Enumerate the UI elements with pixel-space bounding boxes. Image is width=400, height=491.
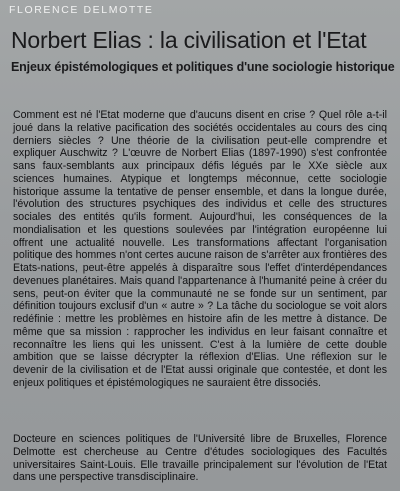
book-subtitle: Enjeux épistémologiques et politiques d'une sociologie historique	[11, 60, 395, 74]
summary-paragraph: Comment est né l'Etat moderne que d'aucuns disent en crise ? Quel rôle a-t-il joué dans la relative pacification des sociétés occidentales au cours des cinq derniers siècles ? Une théorie de la civilisation peut-elle comprendre et expliquer Auschwitz ? L'œuvre de Norbert Elias (1897-1990) s'est confrontée sans faux-semblants aux principaux défis légués par le XXe siècle aux sciences humaines. Atypique et longtemps méconnue, cette sociologie historique assume la tentative de penser ensemble, et dans la longue durée, l'évolution des structures psychiques des individus et celle des structures sociales des entités qu'ils forment. Aujourd'hui, les conséquences de la mondialisation et les questions soulevées par l'intégration européenne lui offrent une actualité nouvelle. Les transformations affectant l'organisation politique des hommes n'ont certes aucune raison de s'arrêter aux frontières des Etats-nations, peut-être appelés à disparaître sous l'effet d'interdépendances devenues planétaires. Mais quand l'appartenance à l'humanité peine à créer du sens, peut-on éviter que la communauté ne se fonde sur un sentiment, par définition toujours exclusif d'un « autre » ? La tâche du sociologue se voit alors redéfinie : mettre les problèmes en histoire afin de les mettre à distance. De même que sa mission : rapprocher les individus en leur faisant connaître et reconnaître les liens qui les unissent. C'est à la lumière de cette double ambition que se laisse décrypter la réflexion d'Elias. Une réflexion sur le devenir de la civilisation et de l'Etat aussi originale que contestée, et dont les enjeux politiques et épistémologiques ne sauraient être dissociés.	[13, 109, 387, 389]
author-name: FLORENCE DELMOTTE	[9, 4, 154, 16]
book-title: Norbert Elias : la civilisation et l'Etat	[11, 27, 367, 53]
author-bio: Docteure en sciences politiques de l'Université libre de Bruxelles, Florence Delmotte est chercheuse au Centre d'études sociologiques des Facultés universitaires Saint-Louis. Elle travaille principalement sur l'évolution de l'Etat dans une perspective transdisciplinaire.	[13, 433, 387, 484]
